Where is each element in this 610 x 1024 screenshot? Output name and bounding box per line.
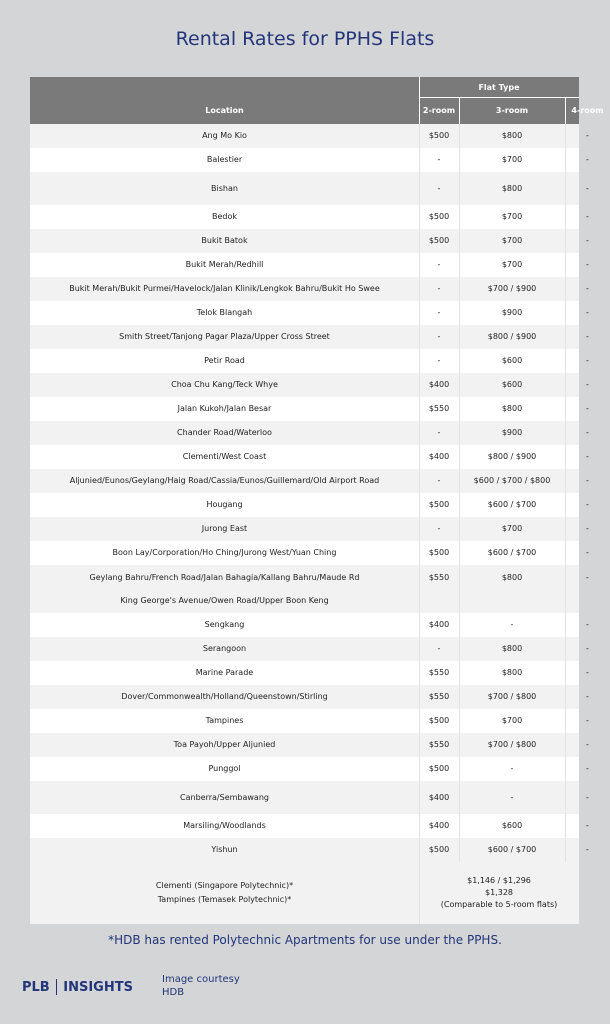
rate-2-room: $400 xyxy=(428,821,450,830)
location-cell: Yishun xyxy=(211,845,238,854)
rate-4-room: - xyxy=(586,740,589,749)
table-row xyxy=(30,517,589,541)
location-cell: Canberra/Sembawang xyxy=(180,792,269,802)
rate-3-room: $800 xyxy=(501,668,523,677)
rate-4-room: - xyxy=(586,308,589,317)
rate-4-room: - xyxy=(586,428,589,437)
rate-3-room: $700 / $800 xyxy=(487,692,537,701)
table-row xyxy=(30,709,589,733)
rate-3-room: $600 / $700 xyxy=(487,500,537,509)
rate-4-room: - xyxy=(586,183,589,193)
rate-3-room: $700 xyxy=(501,716,523,725)
rate-2-room: $500 xyxy=(428,845,450,854)
location-cell: Marsiling/Woodlands xyxy=(183,821,266,830)
polytechnic-location-2: Tampines (Temasek Polytechnic)* xyxy=(157,895,292,904)
rate-2-room: $500 xyxy=(428,716,450,725)
rate-2-room: $500 xyxy=(428,500,450,509)
courtesy-line-1: Image courtesy xyxy=(162,974,240,985)
column-divider xyxy=(419,862,420,924)
rate-2-room: $500 xyxy=(428,131,450,140)
table-row xyxy=(30,661,589,685)
rate-3-room: $700 / $900 xyxy=(487,284,537,293)
location-cell: Bedok xyxy=(211,212,237,221)
rate-4-room: - xyxy=(586,332,589,341)
rate-3-room: $600 / $700 xyxy=(487,548,537,557)
location-line-1: Geylang Bahru/French Road/Jalan Bahagia/Kallang Bahru/Maude Rd xyxy=(89,573,360,582)
rate-3-room: $700 xyxy=(501,155,523,164)
rate-3-room: $900 xyxy=(501,308,523,317)
rate-2-room: - xyxy=(437,476,441,485)
rate-3-room: $800 xyxy=(501,573,523,582)
rate-4-room: - xyxy=(586,668,589,677)
rate-3-room: - xyxy=(510,792,514,802)
table-row xyxy=(30,373,589,397)
table-row xyxy=(30,124,589,148)
rate-3-room: $600 / $700 / $800 xyxy=(473,476,551,485)
column-divider xyxy=(419,124,420,862)
courtesy-line-2: HDB xyxy=(162,987,185,998)
location-cell: Ang Mo Kio xyxy=(202,131,247,140)
location-cell: Toa Payoh/Upper Aljunied xyxy=(173,740,276,749)
rate-3-room: $800 / $900 xyxy=(487,332,537,341)
table-row xyxy=(30,757,589,781)
table-row xyxy=(30,733,589,757)
table-row xyxy=(30,685,589,709)
table-row xyxy=(30,565,589,613)
header-3-room: 3-room xyxy=(495,106,529,115)
rate-3-room: $700 xyxy=(501,212,523,221)
location-cell: Boon Lay/Corporation/Ho Ching/Jurong West/Yuan Ching xyxy=(112,548,337,557)
header-divider xyxy=(459,97,460,124)
location-line-2: King George's Avenue/Owen Road/Upper Boon Keng xyxy=(120,596,329,605)
rate-4-room: - xyxy=(586,821,589,830)
rate-2-room: - xyxy=(437,308,441,317)
table-row xyxy=(30,349,589,373)
polytechnic-rate-1: $1,146 / $1,296 xyxy=(467,876,531,885)
table-row xyxy=(30,301,589,325)
rate-3-room: $600 / $700 xyxy=(487,845,537,854)
rate-2-room: - xyxy=(437,644,441,653)
plb-insights-logo xyxy=(22,977,133,997)
rate-3-room: $600 xyxy=(501,380,523,389)
rate-2-room: $400 xyxy=(428,792,450,802)
table-row-polytechnic xyxy=(30,862,579,924)
rate-2-room: $500 xyxy=(428,764,450,773)
rate-4-room: - xyxy=(586,644,589,653)
location-cell: Clementi/West Coast xyxy=(182,452,267,461)
table-row xyxy=(30,493,589,517)
rate-3-room: $800 xyxy=(501,644,523,653)
table-row xyxy=(30,814,589,838)
table-row xyxy=(30,613,589,637)
rate-3-room: $700 xyxy=(501,524,523,533)
table-row xyxy=(30,469,589,493)
rate-3-room: $600 xyxy=(501,356,523,365)
rate-4-room: - xyxy=(586,476,589,485)
column-divider xyxy=(459,124,460,862)
location-cell: Tampines xyxy=(205,716,244,725)
header-divider xyxy=(565,97,566,124)
location-cell: Petir Road xyxy=(204,356,245,365)
rate-3-room: $800 xyxy=(501,131,523,140)
rate-2-room: $550 xyxy=(428,740,450,749)
brand-right: INSIGHTS xyxy=(63,979,133,995)
rate-3-room: $900 xyxy=(501,428,523,437)
table-row xyxy=(30,148,589,172)
rate-2-room: $550 xyxy=(428,404,450,413)
location-cell: Telok Blangah xyxy=(196,308,253,317)
brand-separator xyxy=(56,979,58,995)
table-row xyxy=(30,229,589,253)
polytechnic-note: (Comparable to 5-room flats) xyxy=(440,900,558,909)
location-cell: Dover/Commonwealth/Holland/Queenstown/Stirling xyxy=(121,692,328,701)
rate-4-room: - xyxy=(586,452,589,461)
rate-2-room: - xyxy=(437,183,441,193)
rate-4-room: - xyxy=(586,155,589,164)
rate-3-room: $700 / $800 xyxy=(487,740,537,749)
polytechnic-rate-2: $1,328 xyxy=(485,888,513,897)
header-location: Location xyxy=(205,106,244,115)
rate-2-room: - xyxy=(437,155,441,164)
table-row xyxy=(30,637,589,661)
rate-4-room: - xyxy=(586,764,589,773)
location-cell: Sengkang xyxy=(204,620,245,629)
location-cell: Choa Chu Kang/Teck Whye xyxy=(171,380,278,389)
location-cell: Bishan xyxy=(211,183,238,193)
rate-3-room: - xyxy=(510,764,514,773)
rate-2-room: $400 xyxy=(428,620,450,629)
rate-3-room: $800 / $900 xyxy=(487,452,537,461)
header-flat-type: Flat Type xyxy=(478,82,520,92)
table-header xyxy=(30,77,604,124)
location-cell: Bukit Batok xyxy=(201,236,248,245)
table-row xyxy=(30,781,589,814)
rate-4-room: - xyxy=(586,500,589,509)
location-cell: Punggol xyxy=(208,764,241,773)
location-cell: Hougang xyxy=(206,500,243,509)
table-row xyxy=(30,205,589,229)
table-row xyxy=(30,325,589,349)
polytechnic-locations xyxy=(30,862,419,924)
location-cell: Jalan Kukoh/Jalan Besar xyxy=(177,404,272,413)
footnote: *HDB has rented Polytechnic Apartments for use under the PPHS. xyxy=(108,933,502,947)
rate-4-room: - xyxy=(586,524,589,533)
rate-3-room: $800 xyxy=(501,183,523,193)
page-title: Rental Rates for PPHS Flats xyxy=(175,28,435,50)
rate-2-room: $400 xyxy=(428,452,450,461)
rate-2-room: $500 xyxy=(428,236,450,245)
rate-3-room: $600 xyxy=(501,821,523,830)
rate-2-room: - xyxy=(437,332,441,341)
location-cell xyxy=(30,565,419,613)
rate-2-room: $400 xyxy=(428,380,450,389)
rate-2-room: $500 xyxy=(428,212,450,221)
table-row xyxy=(30,838,589,862)
rate-2-room: $550 xyxy=(428,573,450,582)
rate-4-room: - xyxy=(586,236,589,245)
rate-3-room: $700 xyxy=(501,260,523,269)
polytechnic-location-1: Clementi (Singapore Polytechnic)* xyxy=(155,881,294,890)
header-4-room: 4-room xyxy=(571,106,604,115)
table-row xyxy=(30,445,589,469)
location-cell: Marine Parade xyxy=(195,668,254,677)
location-cell: Serangoon xyxy=(202,644,247,653)
header-2-room: 2-room xyxy=(422,106,456,115)
brand-left: PLB xyxy=(22,979,50,995)
rate-2-room: - xyxy=(437,284,441,293)
table-row xyxy=(30,421,589,445)
rate-4-room: - xyxy=(586,845,589,854)
rate-4-room: - xyxy=(586,548,589,557)
rate-4-room: - xyxy=(586,620,589,629)
rate-2-room: $550 xyxy=(428,668,450,677)
table-row xyxy=(30,172,589,205)
rate-4-room: - xyxy=(586,716,589,725)
table-row xyxy=(30,253,589,277)
rate-4-room: - xyxy=(586,260,589,269)
location-cell: Smith Street/Tanjong Pagar Plaza/Upper Cross Street xyxy=(119,332,330,341)
table-row xyxy=(30,541,589,565)
location-cell: Bukit Merah/Bukit Purmei/Havelock/Jalan Klinik/Lengkok Bahru/Bukit Ho Swee xyxy=(69,284,380,293)
rate-2-room: - xyxy=(437,356,441,365)
rate-4-room: - xyxy=(586,356,589,365)
location-cell: Bukit Merah/Redhill xyxy=(185,260,264,269)
rate-3-room: - xyxy=(510,620,514,629)
image-courtesy xyxy=(162,973,240,999)
rate-2-room: - xyxy=(437,260,441,269)
location-cell: Chander Road/Waterloo xyxy=(177,428,272,437)
table-row xyxy=(30,397,589,421)
rate-4-room: - xyxy=(586,404,589,413)
rate-4-room: - xyxy=(586,792,589,802)
header-divider xyxy=(419,97,579,98)
rental-rates-table xyxy=(30,77,604,924)
rate-2-room: $550 xyxy=(428,692,450,701)
rate-2-room: $500 xyxy=(428,548,450,557)
header-divider xyxy=(419,77,420,124)
location-cell: Jurong East xyxy=(201,524,248,533)
rate-4-room: - xyxy=(586,692,589,701)
table-row xyxy=(30,277,589,301)
rate-3-room: $800 xyxy=(501,404,523,413)
rate-3-room: $700 xyxy=(501,236,523,245)
rate-4-room: - xyxy=(586,284,589,293)
polytechnic-rates xyxy=(419,862,579,924)
rate-4-room: - xyxy=(586,212,589,221)
location-cell: Balestier xyxy=(206,155,243,164)
location-cell: Aljunied/Eunos/Geylang/Haig Road/Cassia/Eunos/Guillemard/Old Airport Road xyxy=(69,476,380,485)
rate-4-room: - xyxy=(586,380,589,389)
rate-4-room: - xyxy=(586,131,589,140)
column-divider xyxy=(565,124,566,862)
rate-2-room: - xyxy=(437,428,441,437)
rate-2-room: - xyxy=(437,524,441,533)
rate-4-room: - xyxy=(586,573,589,582)
